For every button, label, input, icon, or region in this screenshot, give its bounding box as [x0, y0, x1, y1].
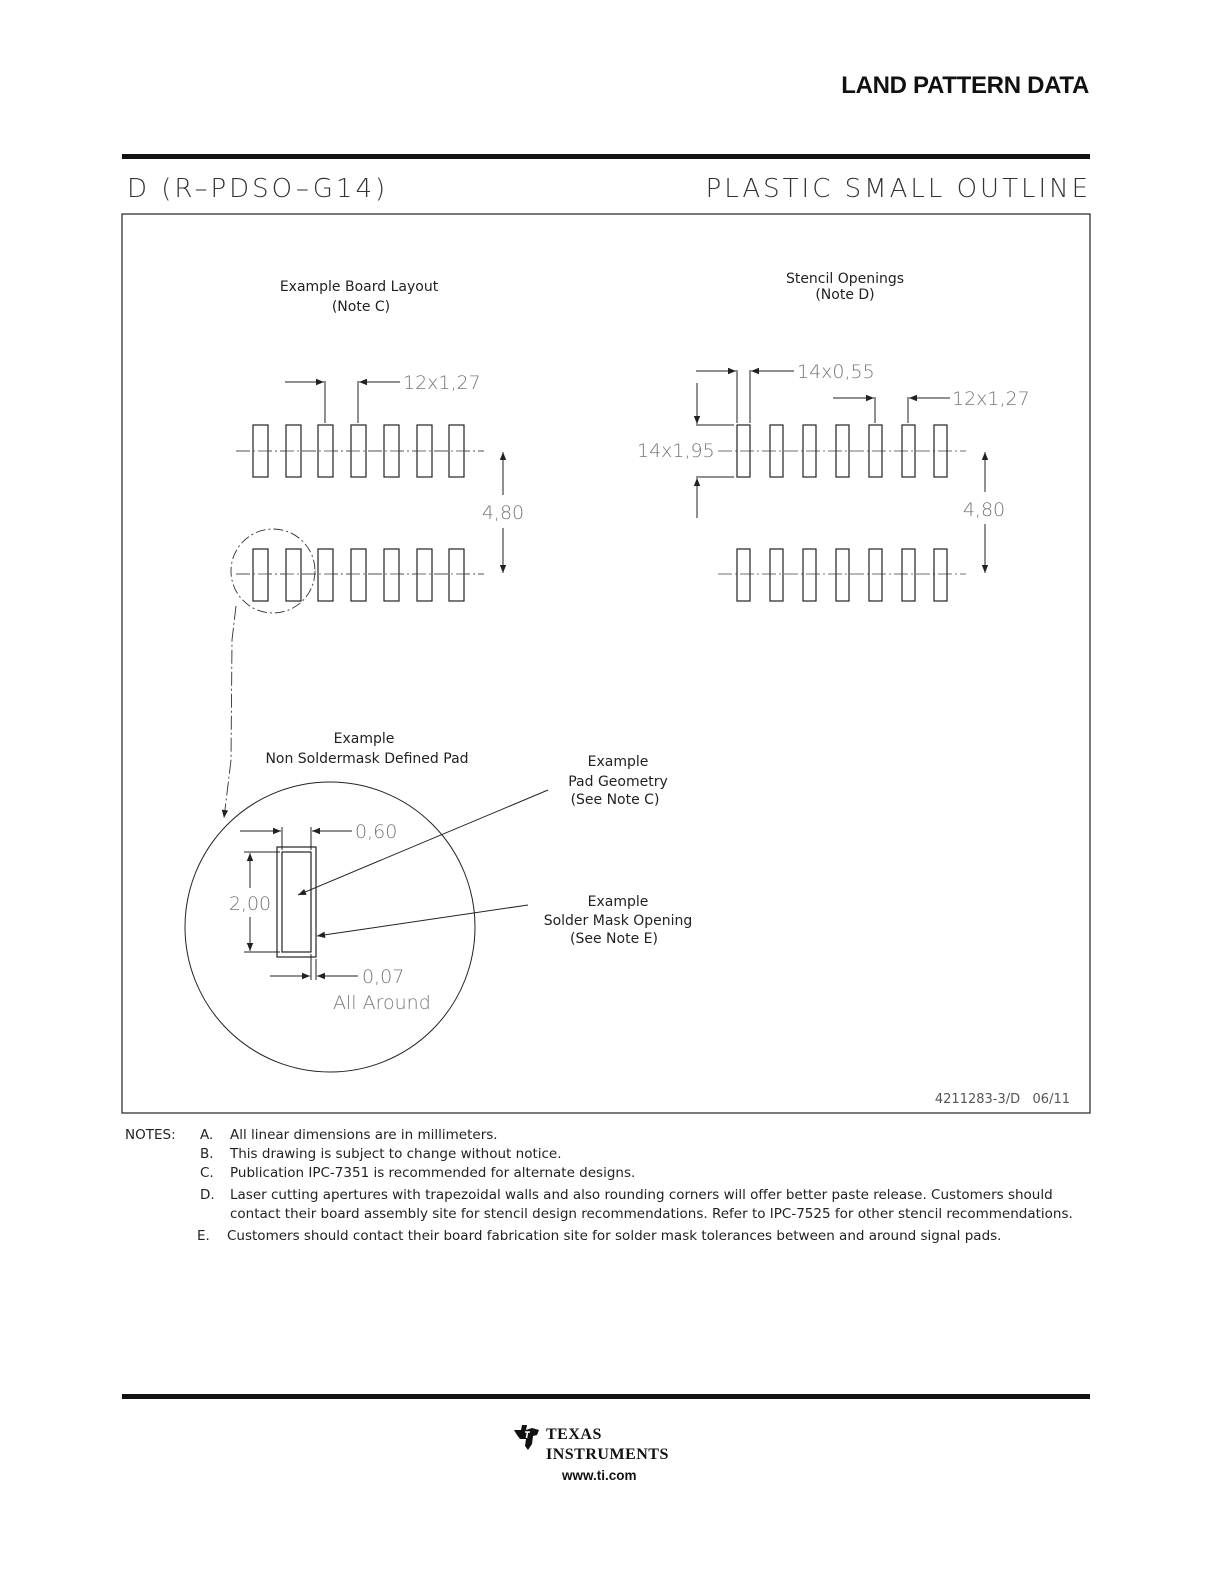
notes-header: NOTES:: [125, 1127, 176, 1143]
stencil-note: (Note D): [815, 287, 875, 303]
stencil-opening: [737, 549, 750, 601]
ti-logo-icon: [512, 1422, 542, 1452]
board-layout-title: Example Board Layout: [279, 279, 439, 295]
pad-width-label: 0,60: [355, 821, 398, 843]
board-pad: [449, 549, 464, 601]
drawing-number: 4211283-3/D 06/11: [934, 1092, 1070, 1107]
mask-callout-line1: Example: [587, 894, 649, 910]
stencil-title: Stencil Openings: [785, 271, 905, 287]
stencil-length-label: 14x1,95: [637, 440, 715, 462]
board-pads-bottom: [253, 549, 464, 601]
stencil-opening: [934, 549, 947, 601]
note-c: C. Publication IPC-7351 is recommended for alternate designs.: [200, 1165, 636, 1181]
ti-footer: [510, 1420, 710, 1490]
detail-leader: [224, 606, 236, 818]
page-title: LAND PATTERN DATA: [841, 72, 1089, 99]
board-pitch-label: 12x1,27: [403, 372, 481, 394]
stencil-opening: [803, 549, 816, 601]
bottom-rule: [122, 1394, 1090, 1399]
note-a: A. All linear dimensions are in millimeters.: [200, 1127, 498, 1143]
board-pitch-dimension: [285, 381, 400, 423]
nsmd-detail-circle: [185, 782, 475, 1072]
note-d: D. Laser cutting apertures with trapezoidal walls and also rounding corners will offer better paste release. Customers should contact their board assembly site for stencil design recommendations. Refer to IPC-7525 for other stencil recommendations.: [200, 1187, 1073, 1222]
stencil-opening: [869, 549, 882, 601]
mask-clearance-label: 0,07: [362, 966, 405, 988]
board-pad: [253, 549, 268, 601]
board-row-spacing-label: 4,80: [481, 502, 525, 524]
note-e: E. Customers should contact their board fabrication site for solder mask tolerances between and around signal pads.: [197, 1228, 1002, 1244]
ti-url[interactable]: www.ti.com: [562, 1468, 637, 1483]
ti-brand-line1: TEXAS: [546, 1426, 602, 1443]
board-pad: [417, 549, 432, 601]
board-pad: [286, 549, 301, 601]
mask-clearance-dimension: [270, 954, 358, 980]
stencil-pitch-dimension: [833, 397, 950, 423]
stencil-width-label: 14x0,55: [797, 361, 875, 383]
board-pad: [351, 549, 366, 601]
drawing-frame: [122, 214, 1090, 1113]
pad-geometry-leader: [298, 790, 548, 895]
stencil-pads-bottom: [737, 549, 947, 601]
mask-callout-line2: Solder Mask Opening: [543, 913, 693, 929]
pad-geometry-callout-line3: (See Note C): [570, 792, 660, 808]
note-b: B. This drawing is subject to change without notice.: [200, 1146, 562, 1162]
board-pad: [384, 549, 399, 601]
stencil-width-dimension: [696, 370, 794, 423]
stencil-opening: [902, 549, 915, 601]
nsmd-title-line2: Non Soldermask Defined Pad: [265, 751, 469, 767]
package-name: PLASTIC SMALL OUTLINE: [705, 174, 1091, 204]
pad-geometry: [282, 852, 311, 952]
board-layout-note: (Note C): [331, 299, 391, 315]
pad-geometry-callout-line2: Pad Geometry: [568, 774, 668, 790]
stencil-row-spacing-label: 4,80: [962, 499, 1006, 521]
solder-mask-opening: [277, 847, 316, 957]
nsmd-title-line1: Example: [333, 731, 395, 747]
pad-geometry-callout-line1: Example: [587, 754, 649, 770]
ti-brand-line2: INSTRUMENTS: [546, 1446, 669, 1463]
stencil-opening: [836, 549, 849, 601]
stencil-pitch-label: 12x1,27: [952, 388, 1030, 410]
mask-clearance-note: All Around: [333, 992, 431, 1014]
pad-length-label: 2,00: [228, 893, 272, 915]
mask-leader: [317, 905, 528, 936]
detail-callout-circle: [231, 529, 315, 613]
stencil-opening: [770, 549, 783, 601]
mask-callout-line3: (See Note E): [570, 931, 658, 947]
package-code: D (R–PDSO–G14): [127, 174, 389, 204]
board-pad: [318, 549, 333, 601]
